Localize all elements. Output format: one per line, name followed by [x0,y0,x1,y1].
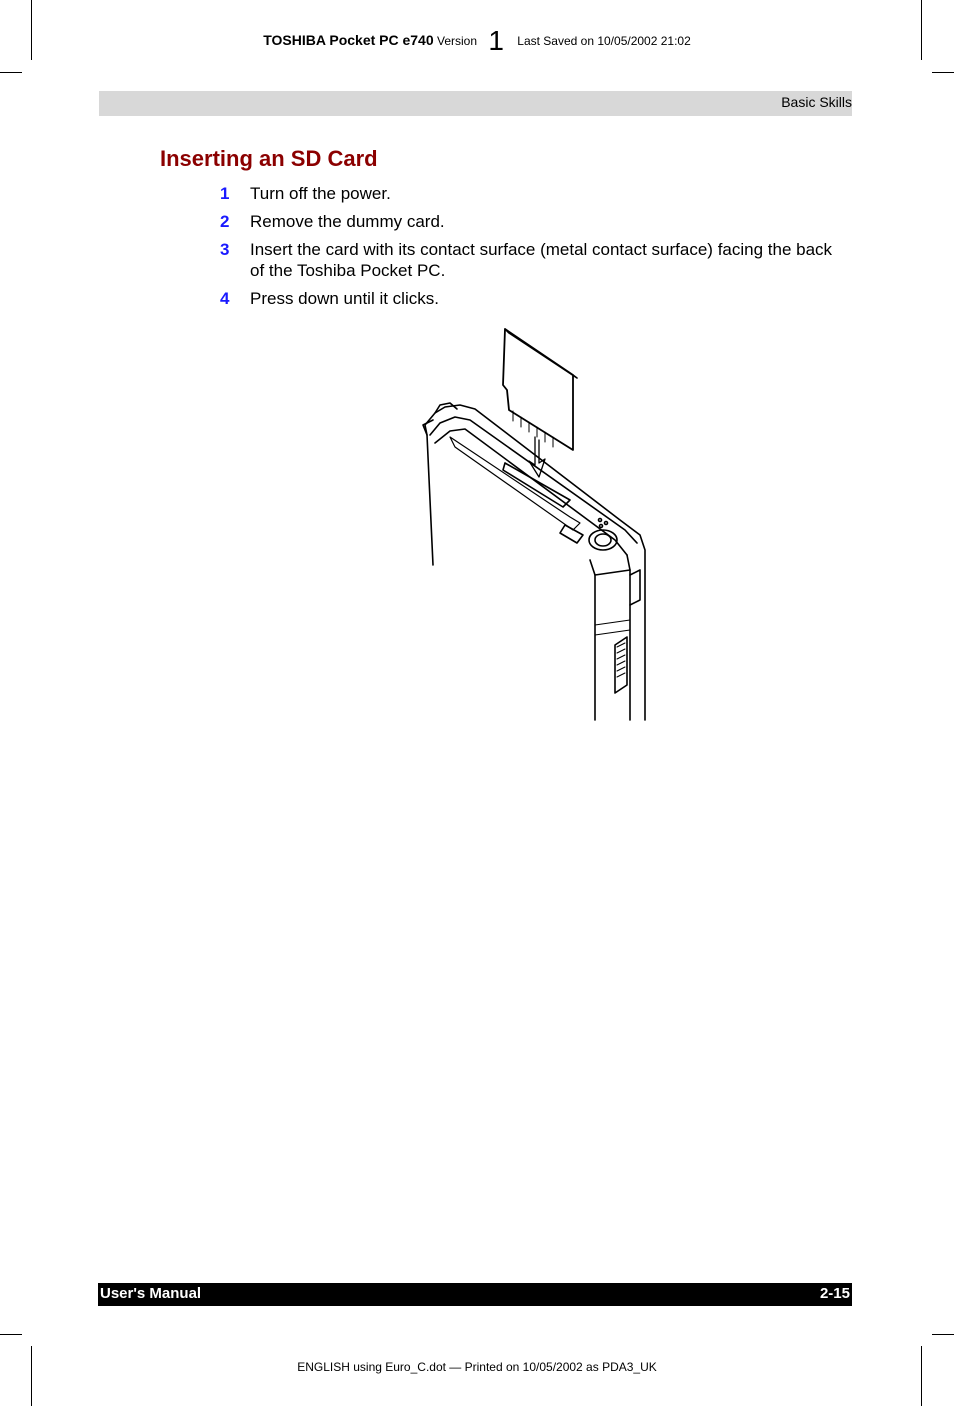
jog-dial-ridges [617,643,625,677]
device-button-inner [595,534,611,546]
print-footer: ENGLISH using Euro_C.dot — Printed on 10/05/2002 as PDA3_UK [297,1360,657,1374]
step-list [220,183,850,316]
section-bar [99,91,852,116]
step-text: Press down until it clicks. [250,289,439,308]
step-item [220,183,850,204]
page-number: 2-15 [819,1285,850,1302]
section-label: Basic Skills [781,94,852,110]
step-text: Turn off the power. [250,184,391,203]
device-front-edge [595,570,630,575]
sd-card [503,329,573,450]
side-detail [595,620,630,635]
device-button [589,530,617,550]
step-text: Remove the dummy card. [250,212,445,231]
crop-mark [932,72,954,73]
print-header [0,20,954,56]
footer-bar [98,1283,852,1306]
crop-mark [0,72,22,73]
last-saved: Last Saved on 10/05/2002 21:02 [517,34,691,48]
crop-mark [921,1346,922,1406]
page-title: Inserting an SD Card [160,146,378,171]
step-number: 4 [220,289,230,308]
crop-mark [0,1334,22,1335]
step-number: 2 [220,212,230,231]
sd-card-insertion-illustration [405,325,665,725]
crop-mark [932,1334,954,1335]
sd-slot-opening [503,463,570,507]
side-detail [630,570,640,605]
version-label: Version [436,34,478,48]
version-number: 1 [488,25,504,56]
ir-port [560,525,583,543]
step-number: 1 [220,184,230,203]
step-number: 3 [220,240,230,259]
device-front-edge [590,560,595,720]
step-item [220,288,850,309]
speaker-dot [605,522,608,525]
crop-mark [31,1346,32,1406]
speaker-dot [600,525,603,528]
footer-manual-label: User's Manual [100,1285,202,1302]
step-text: Insert the card with its contact surface (metal contact surface) facing the back of the Toshiba Pocket PC. [250,240,833,280]
step-item [220,239,850,281]
product-name: TOSHIBA Pocket PC e740 [263,32,434,48]
speaker-dot [599,519,602,522]
step-item [220,211,850,232]
